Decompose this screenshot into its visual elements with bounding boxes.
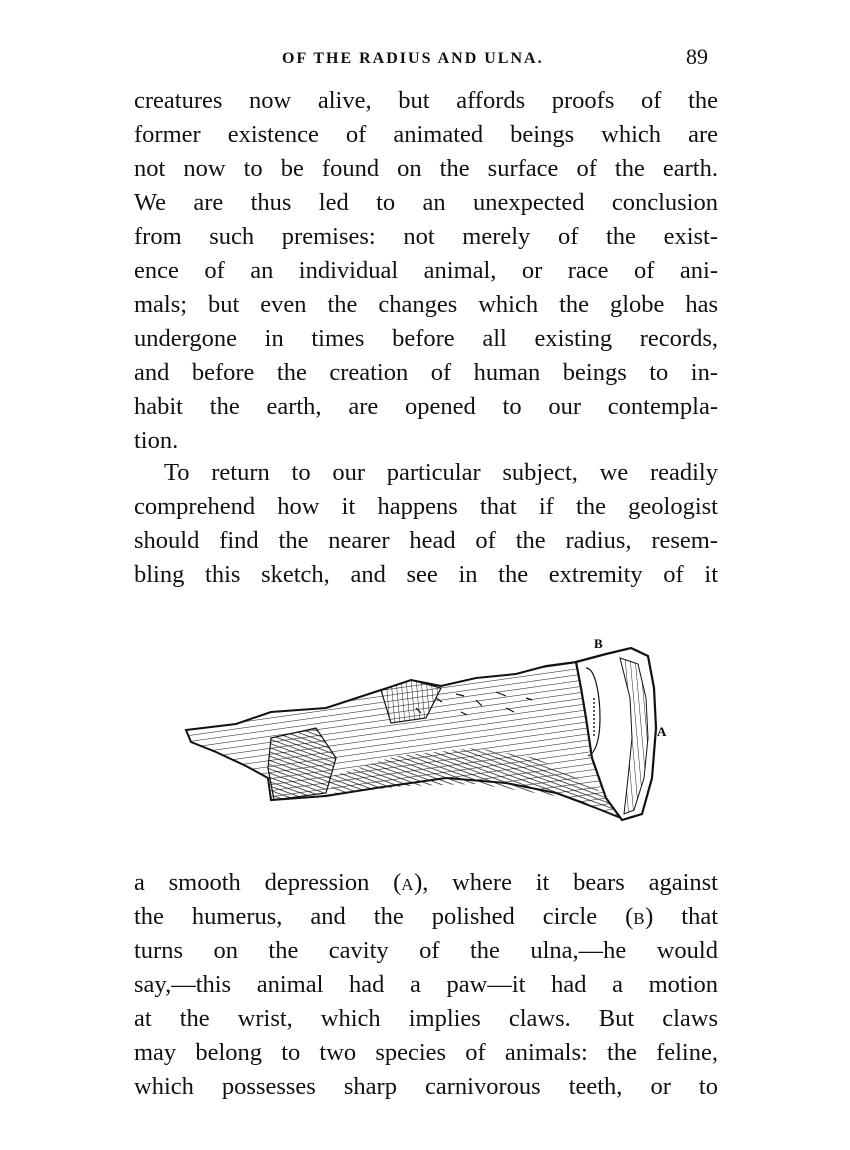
small-caps-letter: A [401,875,415,894]
text-line: which possesses sharp carnivorous teeth, or to [134,1073,718,1100]
text-line: To return to our particular subject, we readily [164,459,718,486]
text-line: bling this sketch, and see in the extremity of it [134,561,718,588]
paragraph-1 [134,84,718,458]
text-line: say,—this animal had a paw—it had a motion [134,971,718,998]
text-line: from such premises: not merely of the exist- [134,223,718,250]
text-line: and before the creation of human beings to in- [134,359,718,386]
text-fragment: a smooth depression ( [134,869,402,896]
text-fragment: the humerus, and the polished circle ( [134,903,634,930]
text-line: may belong to two species of animals: the feline, [134,1039,718,1066]
text-line: comprehend how it happens that if the geologist [134,493,718,520]
figure-label-b: B [594,636,603,651]
text-line: ence of an individual animal, or race of ani- [134,257,718,284]
text-line: turns on the cavity of the ulna,—he would [134,937,718,964]
text-line: should find the nearer head of the radius, resem- [134,527,718,554]
paragraph-2 [134,456,718,592]
text-line [134,900,718,934]
paragraph-3 [134,866,718,1104]
small-caps-letter: B [633,909,646,928]
text-line: We are thus led to an unexpected conclusion [134,189,718,216]
text-line [134,866,718,900]
text-line: mals; but even the changes which the globe has [134,291,718,318]
text-line: former existence of animated beings which are [134,121,718,148]
text-line: tion. [134,427,179,454]
text-fragment: ) that [645,903,718,930]
text-line: habit the earth, are opened to our contempla- [134,393,718,420]
text-fragment: ), where it bears against [414,869,718,896]
text-line: creatures now alive, but affords proofs of the [134,87,718,114]
page-number: 89 [686,44,708,69]
figure-label-a: A [657,724,667,739]
text-line: at the wrist, which implies claws. But claws [134,1005,718,1032]
text-line: not now to be found on the surface of the earth. [134,155,718,182]
running-header [0,44,850,74]
text-line: undergone in times before all existing records, [134,325,718,352]
bone-engraving [176,628,706,828]
running-title: OF THE RADIUS AND ULNA. [282,50,544,67]
radius-bone-illustration [176,628,706,828]
